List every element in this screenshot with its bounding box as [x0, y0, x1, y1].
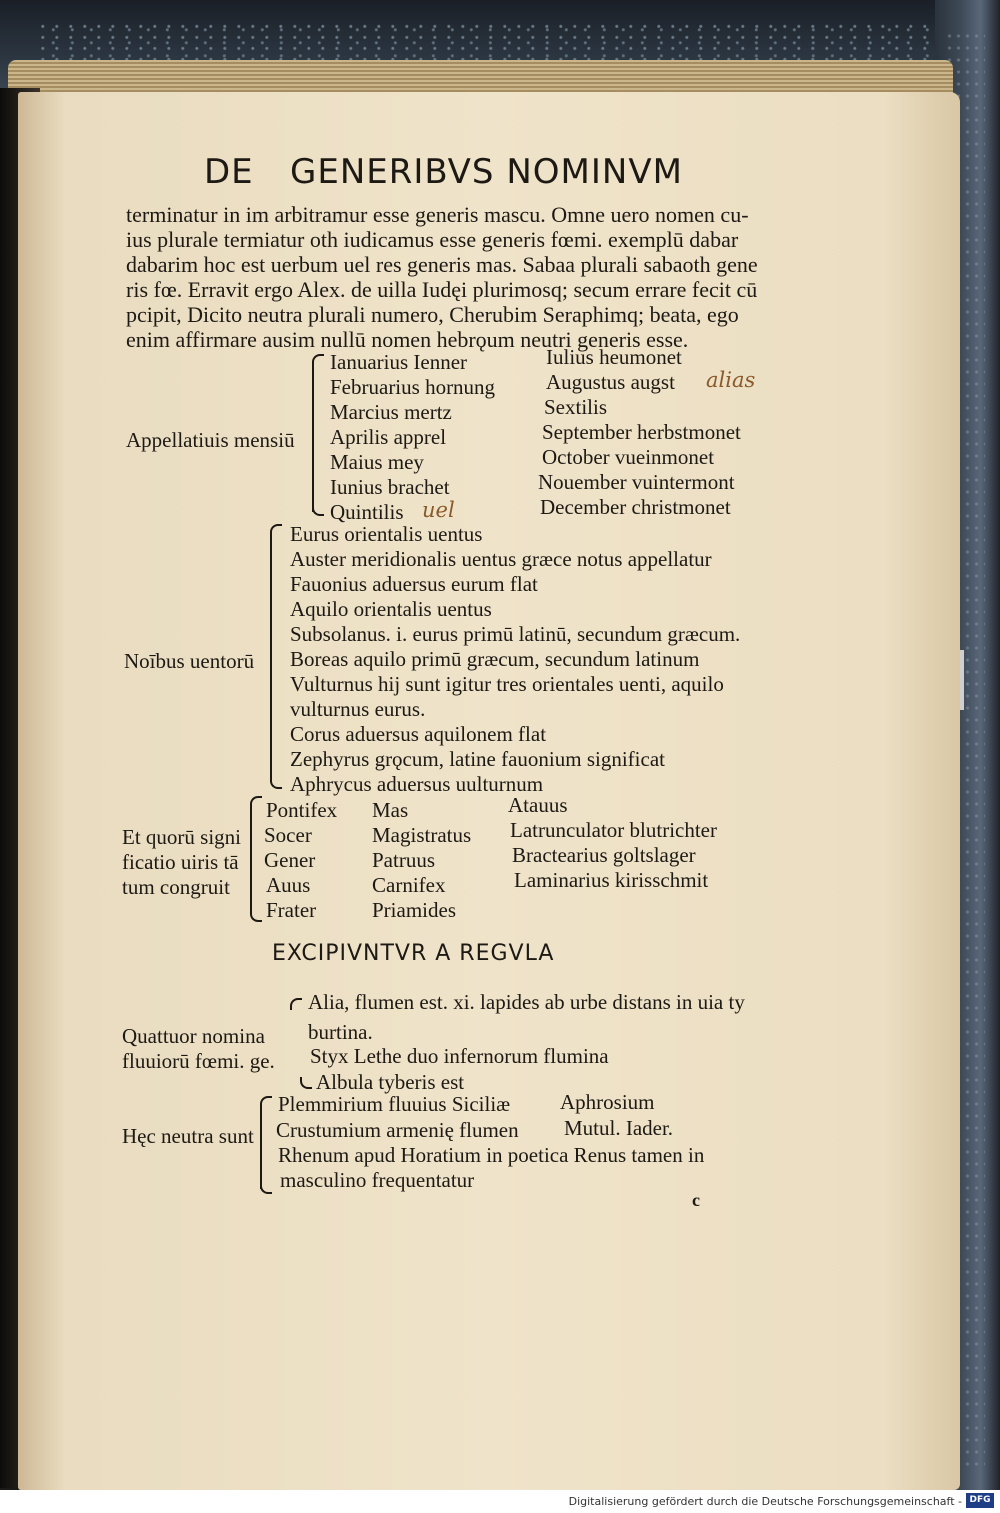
wind-line: Aquilo orientalis uentus	[290, 597, 492, 621]
noun-item: Frater	[266, 898, 317, 922]
month-item: December christmonet	[540, 495, 731, 519]
funding-credit: Digitalisierung gefördert durch die Deutsche Forschungsgemeinschaft -	[568, 1495, 962, 1508]
winds-brace	[270, 532, 272, 782]
brace-bottom	[250, 910, 262, 922]
neuter-line: Plemmirium fluuius Siciliæ	[278, 1092, 511, 1116]
paragraph-line: ius plurale termiatur oth iudicamus esse generis fœmi. exemplū dabar	[126, 227, 739, 252]
neuter-line: Aphrosium	[560, 1090, 655, 1114]
month-item: October vueinmonet	[542, 445, 715, 469]
wind-line: vulturnus eurus.	[290, 697, 426, 721]
brace-bottom	[300, 1077, 312, 1089]
brace-bottom	[260, 1182, 272, 1194]
footer-bar	[0, 1490, 1000, 1513]
month-item: Maius mey	[330, 450, 424, 474]
month-item: Iulius heumonet	[546, 345, 682, 369]
section-label-line: ficatio uiris tā	[122, 850, 239, 874]
running-title: GENERIBVS NOMINVM	[290, 152, 683, 192]
noun-item: Bractearius goltslager	[512, 843, 696, 867]
neuter-line: Rhenum apud Horatium in poetica Renus tamen in	[278, 1143, 705, 1167]
months-label: Appellatiuis mensiū	[126, 428, 295, 452]
month-item: Aprilis apprel	[330, 425, 447, 449]
section-heading: EXCIPIVNTVR A REGVLA	[272, 941, 555, 966]
paragraph-line: pcipit, Dicito neutra plurali numero, Cherubim Seraphimq; beata, ego	[126, 302, 739, 327]
section-label-line: fluuiorū fœmi. ge.	[122, 1049, 275, 1073]
month-item: Quintilis	[330, 500, 404, 524]
noun-item: Mas	[372, 798, 409, 822]
month-item: Ianuarius Ienner	[330, 350, 468, 374]
section-label-line: Quattuor nomina	[122, 1024, 265, 1048]
wind-line: Eurus orientalis uentus	[290, 522, 483, 546]
winds-label: Noībus uentorū	[124, 649, 255, 673]
brace-top	[260, 1096, 272, 1108]
month-item: Augustus augst	[546, 370, 675, 394]
river-line: Albula tyberis est	[316, 1070, 465, 1094]
wind-line: Fauonius aduersus eurum flat	[290, 572, 538, 596]
noun-item: Pontifex	[266, 798, 338, 822]
wind-line: Zephyrus grǫcum, latine fauonium significat	[290, 747, 665, 771]
noun-item: Priamides	[372, 898, 456, 922]
wind-line: Corus aduersus aquilonem flat	[290, 722, 547, 746]
brace-top	[270, 524, 282, 536]
months-brace	[312, 362, 314, 512]
river-line: Styx Lethe duo infernorum flumina	[310, 1044, 609, 1068]
noun-item: Latrunculator blutrichter	[510, 818, 717, 842]
neuter-line: Crustumium armenię flumen	[276, 1118, 519, 1142]
paragraph-line: ris fœ. Erravit ergo Alex. de uilla Iudęi plurimosq; secum errare fecit cū	[126, 277, 758, 302]
paragraph-line: dabarim hoc est uerbum uel res generis mas. Sabaa plurali sabaoth gene	[126, 252, 758, 277]
brace-bottom	[312, 504, 324, 516]
noun-item: Laminarius kirisschmit	[514, 868, 709, 892]
neuter-line: masculino frequentatur	[280, 1168, 475, 1192]
noun-item: Atauus	[508, 793, 568, 817]
noun-item: Magistratus	[372, 823, 472, 847]
neuter-brace	[260, 1104, 262, 1189]
wind-line: Subsolanus. i. eurus primū latinū, secundum græcum.	[290, 622, 741, 646]
wind-line: Aphrycus aduersus uulturnum	[290, 772, 544, 796]
neuter-label: Hęc neutra sunt	[122, 1124, 254, 1148]
wind-line: Auster meridionalis uentus græce notus appellatur	[290, 547, 712, 571]
noun-item: Carnifex	[372, 873, 446, 897]
noun-item: Patruus	[372, 848, 435, 872]
neuter-line: Mutul. Iader.	[564, 1116, 674, 1140]
signature-mark: c	[692, 1190, 700, 1210]
men-brace	[250, 804, 252, 914]
book-page	[18, 92, 960, 1490]
section-label-line: tum congruit	[122, 875, 230, 899]
month-item: Sextilis	[544, 395, 608, 419]
month-item: Iunius brachet	[330, 475, 450, 499]
noun-item: Gener	[264, 848, 316, 872]
brace-top	[312, 354, 324, 366]
brace-bottom	[270, 777, 282, 789]
paragraph-line: terminatur in im arbitramur esse generis mascu. Omne uero nomen cu-	[126, 202, 749, 227]
paragraph-line: enim affirmare ausim nullū nomen hebrǫum neutri generis esse.	[126, 327, 689, 352]
brace-top	[290, 998, 302, 1010]
month-item: Februarius hornung	[330, 375, 496, 399]
noun-item: Auus	[266, 873, 311, 897]
brace-top	[250, 796, 262, 808]
month-item: Nouember vuintermont	[538, 470, 735, 494]
river-line: burtina.	[308, 1020, 373, 1044]
wind-line: Vulturnus hij sunt igitur tres orientales uenti, aquilo	[290, 672, 724, 696]
running-title-prefix: DE	[204, 152, 254, 192]
river-line: Alia, flumen est. xi. lapides ab urbe distans in uia ty	[308, 990, 745, 1014]
section-label-line: Et quorū signi	[122, 825, 241, 849]
month-item: September herbstmonet	[542, 420, 741, 444]
dfg-logo: DFG	[966, 1493, 994, 1508]
noun-item: Socer	[264, 823, 312, 847]
handwritten-annotation: uel	[422, 498, 455, 522]
wind-line: Boreas aquilo primū græcum, secundum latinum	[290, 647, 700, 671]
handwritten-annotation: alias	[706, 368, 756, 392]
month-item: Marcius mertz	[330, 400, 452, 424]
